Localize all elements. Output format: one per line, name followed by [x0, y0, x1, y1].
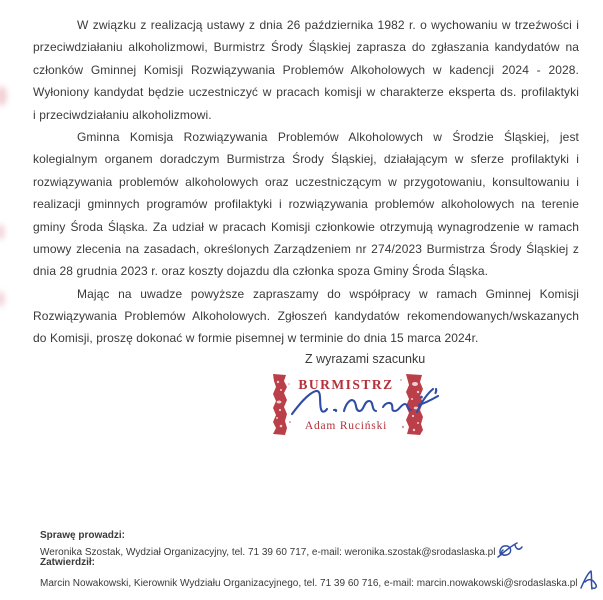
body-line: przeciwdziałaniu alkoholizmowi, Burmistrz Środy Śląskiej zaprasza do zgłaszania kandydatów na	[33, 40, 579, 55]
mayor-stamp	[270, 372, 440, 438]
body-line: dnia 28 grudnia 2023 r. oraz koszty dojazdu dla członka spoza Gminy Środa Śląska.	[33, 264, 489, 279]
body-line: członków Gminnej Komisji Rozwiązywania Problemów Alkoholowych w kadencji 2024 - 2028.	[33, 62, 579, 77]
stamp-signer-name: Adam Ruciński	[304, 420, 388, 432]
body-line: do Komisji, proszę dokonać w formie pisemnej w terminie do dnia 15 marca 2024r.	[33, 331, 479, 346]
body-line: kolegialnym organem doradczym Burmistrza Środy Śląskiej, działającym w sferze profilaktyki i	[33, 152, 579, 167]
body-line: W związku z realizacją ustawy z dnia 26 października 1982 r. o wychowaniu w trzeźwości i	[77, 18, 579, 32]
handler-contact: Weronika Szostak, Wydział Organizacyjny, tel. 71 39 60 717, e-mail: weronika.szostak@srodaslaska.pl	[40, 547, 496, 559]
handler-initials-scribble	[495, 542, 523, 560]
closing-salutation: Z wyrazami szacunku	[305, 352, 426, 366]
scan-smudge	[0, 86, 7, 106]
body-line: Rozwiązywania Problemów Alkoholowych. Zgłoszeń kandydatów rekomendowanych/wskazanych	[33, 309, 579, 324]
body-line: realizacji gminnych programów profilaktyki i rozwiązywania problemów alkoholowych na terenie	[33, 197, 579, 212]
approver-contact: Marcin Nowakowski, Kierownik Wydziału Organizacyjnego, tel. 71 39 60 716, e-mail: marcin.nowakowski@srodaslaska.pl	[40, 577, 578, 589]
scan-smudge	[0, 224, 5, 240]
body-line: Wyłoniony kandydat będzie uczestniczyć w pracach komisji w charakterze eksperta ds. profilaktyki	[33, 85, 579, 100]
scan-smudge	[0, 291, 5, 307]
body-line: gminy Środa Śląska. Za udział w pracach Komisji członkowie otrzymują wynagrodzenie w ramach	[33, 219, 579, 234]
handler-label: Sprawę prowadzi:	[40, 530, 126, 541]
body-line: Mając na uwadze powyższe zapraszamy do współpracy w ramach Gminnej Komisji	[77, 286, 579, 301]
body-line: Gminna Komisja Rozwiązywania Problemów Alkoholowych w Środzie Śląskiej, jest	[77, 129, 579, 144]
body-line: i przeciwdziałaniu alkoholizmowi.	[33, 107, 212, 122]
approver-initials-scribble	[578, 569, 598, 591]
approver-label: Zatwierdził:	[40, 556, 96, 568]
footer-contact-block	[40, 529, 599, 589]
letter-body	[33, 14, 579, 350]
body-line: umowy zlecenia na zasadach, określonych Zarządzeniem nr 274/2023 Burmistrza Środy Śląskiej z	[33, 241, 579, 256]
approver-line	[40, 569, 599, 589]
stamp-title: BURMISTRZ	[298, 377, 394, 392]
handler-line	[40, 542, 599, 559]
body-line: rozwiązywania problemów alkoholowych oraz uczestniczącym w przygotowaniu, konsultowaniu i	[33, 174, 579, 189]
